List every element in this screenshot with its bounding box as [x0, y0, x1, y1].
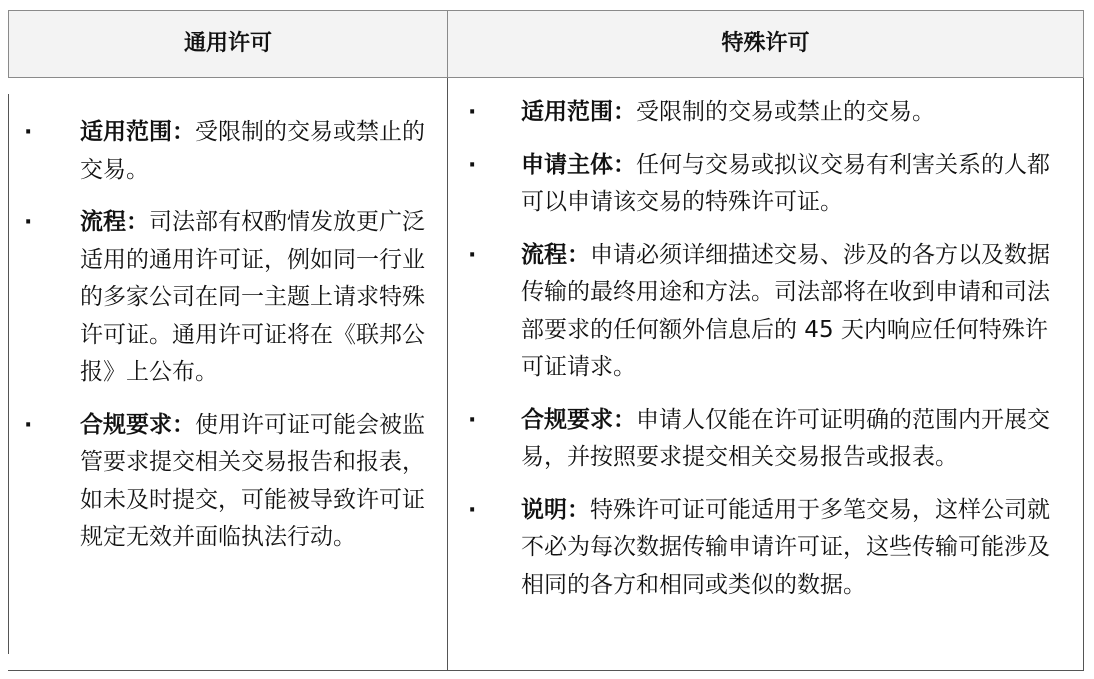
item-label: 流程：: [521, 241, 590, 268]
general-license-column: [8, 78, 448, 670]
item-label: 合规要求：: [80, 411, 195, 438]
item-text: 申请人仅能在许可证明确的范围内开展交易，并按照要求提交相关交易报告或报表。: [521, 406, 1050, 470]
bullet-icon: ·: [468, 407, 477, 433]
item-label: 申请主体：: [521, 151, 636, 178]
specific-license-list: [448, 94, 1084, 619]
bullet-icon: ·: [24, 120, 33, 145]
item-label: 流程：: [80, 209, 149, 235]
bullet-icon: ·: [468, 497, 477, 523]
item-label: 合规要求：: [521, 406, 636, 433]
item-label: 适用范围：: [80, 119, 195, 145]
item-label: 适用范围：: [521, 99, 636, 125]
item-label: 说明：: [521, 496, 590, 523]
table-bottom-border: [8, 670, 1084, 671]
list-item: [448, 492, 1084, 605]
list-item: [8, 114, 448, 189]
bullet-icon: ·: [468, 100, 477, 125]
license-comparison-table: [8, 10, 1084, 670]
list-item: [448, 147, 1084, 222]
item-text: 使用许可证可能会被监管要求提交相关交易报告和报表，如未及时提交，可能被导致许可证规定无效并面临执法行动。: [80, 411, 425, 550]
table-header-row: [8, 10, 1084, 78]
list-item: [8, 204, 448, 392]
item-text: 受限制的交易或禁止的交易。: [80, 119, 425, 183]
bullet-icon: ·: [468, 152, 477, 178]
bullet-icon: ·: [24, 210, 33, 235]
specific-license-column: [448, 78, 1084, 670]
general-license-list: [8, 114, 448, 572]
item-text: 申请必须详细描述交易、涉及的各方以及数据传输的最终用途和方法。司法部将在收到申请和司法部要求的任何额外信息后的 45 天内响应任何特殊许可证请求。: [521, 241, 1050, 380]
list-item: [448, 237, 1084, 387]
item-text: 任何与交易或拟议交易有利害关系的人都可以申请该交易的特殊许可证。: [521, 151, 1050, 215]
item-text: 司法部有权酌情发放更广泛适用的通用许可证，例如同一行业的多家公司在同一主题上请求特殊许可证。通用许可证将在《联邦公报》上公布。: [80, 209, 425, 385]
bullet-icon: ·: [24, 412, 33, 438]
list-item: [448, 94, 1084, 132]
header-specific-license: 特殊许可: [448, 11, 1084, 78]
list-item: [8, 407, 448, 557]
list-item: [448, 402, 1084, 477]
item-text: 受限制的交易或禁止的交易。: [636, 99, 935, 125]
header-general-license: 通用许可: [8, 11, 448, 78]
item-text: 特殊许可证可能适用于多笔交易，这样公司就不必为每次数据传输申请许可证，这些传输可能涉及相同的各方和相同或类似的数据。: [521, 496, 1050, 598]
bullet-icon: ·: [468, 242, 477, 268]
